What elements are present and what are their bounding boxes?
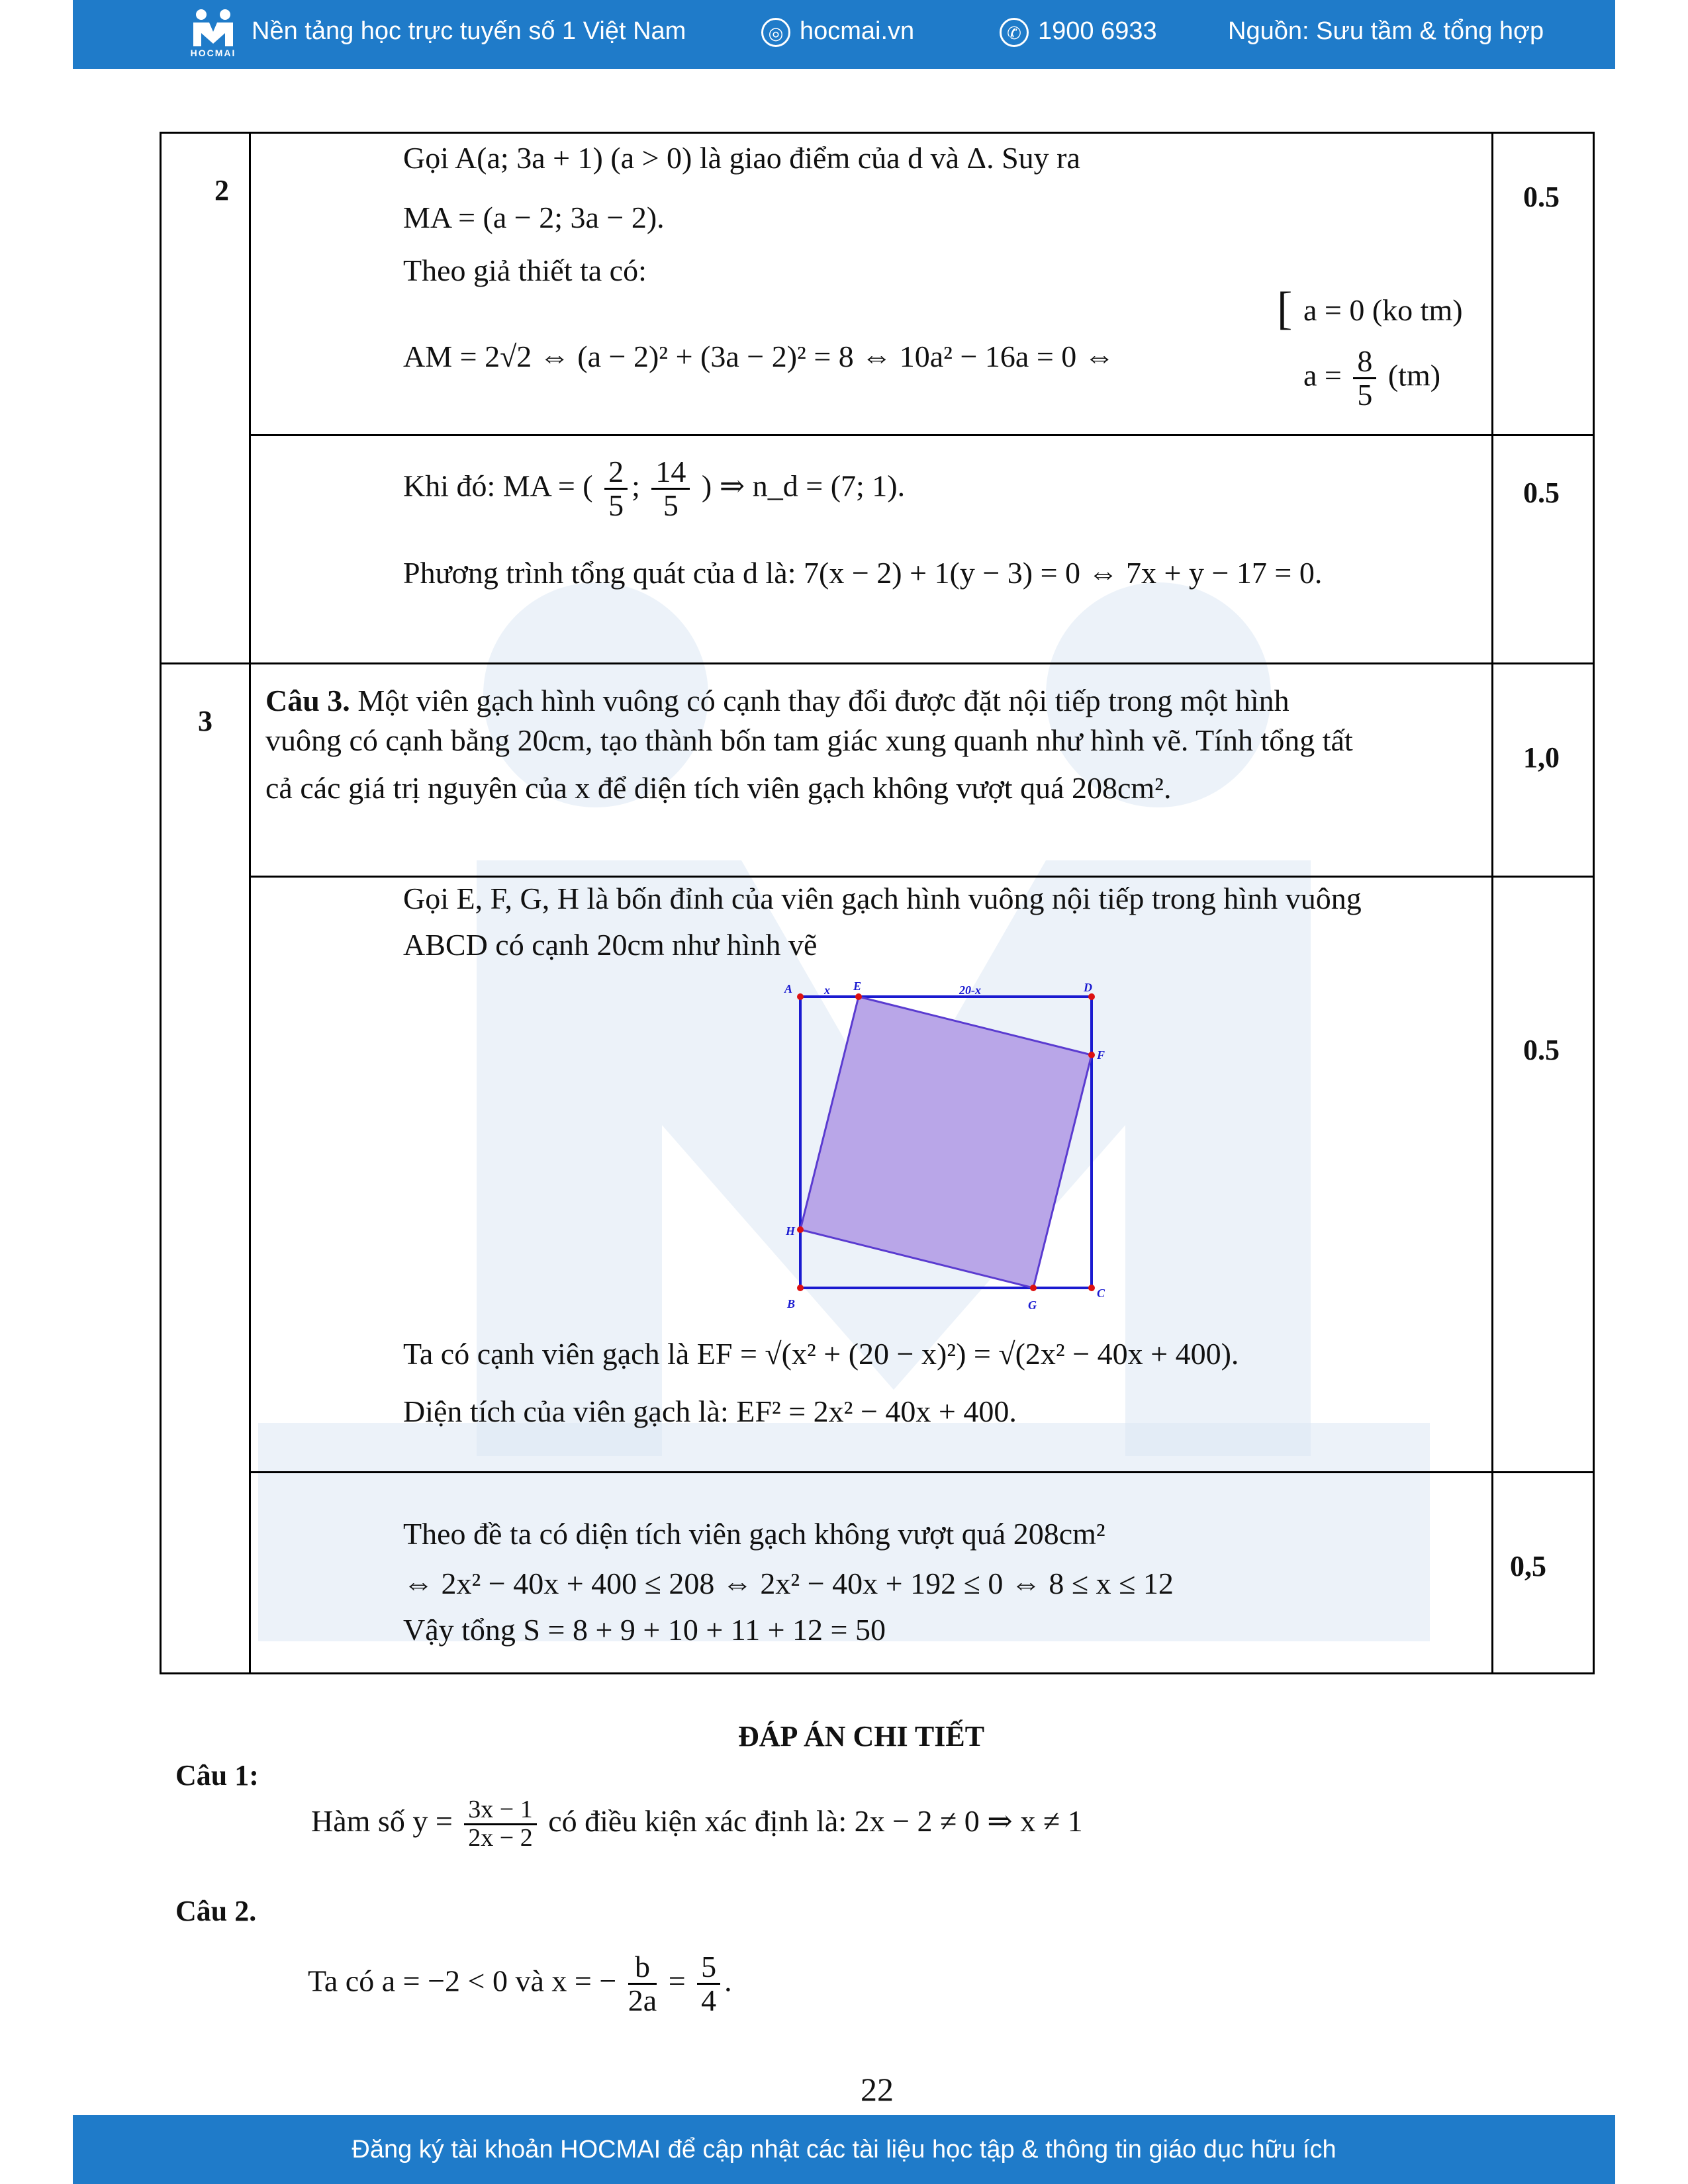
globe-icon: ◎ — [761, 18, 790, 47]
row2-case2-lhs: a = — [1303, 358, 1342, 392]
point-D — [1088, 993, 1095, 1000]
label-A: A — [784, 982, 793, 995]
row-number: 2 — [214, 174, 229, 206]
q2-answer: Ta có a = −2 < 0 và x = − $\frac{b}{2a}$ = $\frac{5}{4}$ . — [308, 1950, 732, 2018]
fraction-numerator: 8 — [1353, 345, 1376, 379]
table-row — [161, 877, 1594, 1473]
fraction — [628, 1951, 657, 2017]
hocmai-logo[interactable] — [187, 7, 240, 62]
points-cell — [1493, 133, 1594, 435]
tile-figure — [767, 977, 1111, 1314]
row3-s2-line2: ⇔ 2x² − 40x + 400 ≤ 208 ⇔ 2x² − 40x + 192 ≤ 0 ⇔ 8 ≤ x ≤ 12 — [403, 1567, 1174, 1600]
point-F — [1088, 1052, 1095, 1058]
table-row — [161, 133, 1594, 435]
q1-pre: Hàm số y = — [311, 1803, 453, 1838]
row2-khi-do-post: ) ⇒ n_d = (7; 1). — [701, 469, 906, 503]
row2-case2-note: (tm) — [1387, 358, 1441, 392]
fraction-numerator: 14 — [651, 456, 690, 490]
header-bar — [73, 0, 1615, 69]
inner-tile — [800, 997, 1092, 1288]
point-E — [855, 993, 862, 1000]
point-C — [1088, 1285, 1095, 1291]
answers-title: ĐÁP ÁN CHI TIẾT — [738, 1720, 985, 1752]
row2-general-equation: Phương trình tổng quát của d là: 7(x − 2) + 1(y − 3) = 0 ⇔ 7x + y − 17 = 0. — [403, 556, 1323, 590]
fraction-denominator: 5 — [663, 488, 679, 523]
fraction — [1353, 345, 1376, 412]
row2-equation: AM = 2√2 ⇔ (a − 2)² + (3a − 2)² = 8 ⇔ 10a² − 16a = 0 ⇔ — [403, 340, 1115, 373]
case-bracket: [ — [1277, 283, 1293, 334]
label-H: H — [786, 1224, 796, 1238]
points-cell — [1493, 877, 1594, 1473]
label-E: E — [853, 979, 862, 993]
row-number-cell — [161, 664, 250, 1674]
row2-case1: a = 0 (ko tm) — [1303, 293, 1463, 327]
table-row — [161, 664, 1594, 877]
fraction-denominator: 5 — [1357, 378, 1373, 412]
header-tagline: Nền tảng học trực tuyến số 1 Việt Nam — [252, 17, 686, 45]
points-cell — [1493, 435, 1594, 664]
fraction — [651, 456, 690, 522]
row3-s1-line2: ABCD có cạnh 20cm như hình vẽ — [403, 928, 818, 962]
fraction-numerator: 3x − 1 — [464, 1797, 536, 1825]
row2-part1-points: 0.5 — [1523, 181, 1560, 213]
row3-s2-points: 0,5 — [1510, 1550, 1546, 1582]
question-line2: vuông có cạnh bằng 20cm, tạo thành bốn tam giác xung quanh như hình vẽ. Tính tổng tất — [265, 723, 1353, 757]
label-G: G — [1028, 1298, 1037, 1312]
label-C: C — [1097, 1287, 1105, 1300]
solution-cell — [250, 877, 1493, 1473]
fraction-denominator: 4 — [701, 1983, 717, 2018]
point-G — [1030, 1285, 1037, 1291]
label-F: F — [1097, 1048, 1105, 1062]
solution-cell — [250, 133, 1493, 435]
q2-label: Câu 2. — [175, 1895, 257, 1927]
label-B: B — [787, 1297, 796, 1310]
question-label: Câu 3. — [265, 684, 350, 717]
fraction-denominator: 2a — [628, 1983, 657, 2018]
point-B — [797, 1285, 804, 1291]
solution-cell — [250, 1473, 1493, 1674]
row-number: 3 — [198, 705, 212, 737]
row2-line3: Theo giả thiết ta có: — [403, 253, 647, 287]
row2-line1: Gọi A(a; 3a + 1) (a > 0) là giao điểm của d và Δ. Suy ra — [403, 141, 1080, 175]
logo-text: HOCMAI — [190, 48, 236, 58]
header-source: Nguồn: Sưu tầm & tổng hợp — [1228, 17, 1544, 45]
q1-post: có điều kiện xác định là: 2x − 2 ≠ 0 ⇒ x ≠ 1 — [548, 1803, 1083, 1838]
row2-line2: MA = (a − 2; 3a − 2). — [403, 201, 665, 234]
header-phone-text: 1900 6933 — [1038, 17, 1157, 45]
points-cell — [1493, 1473, 1594, 1674]
question-cell — [250, 664, 1493, 877]
q1-answer — [311, 1797, 1083, 1852]
table-row — [161, 435, 1594, 664]
footer-bar[interactable] — [73, 2115, 1615, 2184]
label-20-minus-x: 20-x — [959, 983, 981, 997]
row3-s2-line1: Theo đề ta có diện tích viên gạch không vượt quá 208cm² — [403, 1517, 1105, 1551]
point-A — [797, 993, 804, 1000]
solution-cell — [250, 435, 1493, 664]
fraction-numerator: 2 — [604, 456, 628, 490]
footer-text: Đăng ký tài khoản HOCMAI để cập nhật các tài liệu học tập & thông tin giáo dục hữu ích — [352, 2136, 1336, 2163]
point-H — [797, 1226, 804, 1233]
header-website-link[interactable] — [761, 17, 914, 47]
row3-s1-points: 0.5 — [1523, 1034, 1560, 1066]
header-phone-link[interactable] — [1000, 17, 1157, 47]
q1-label: Câu 1: — [175, 1759, 259, 1792]
fraction-numerator: 5 — [697, 1951, 720, 1985]
fraction-denominator: 2x − 2 — [468, 1823, 533, 1852]
page-number: 22 — [861, 2071, 894, 2108]
row3-s1-line4: Diện tích của viên gạch là: EF² = 2x² − 40x + 400. — [403, 1394, 1017, 1428]
question-text-1: Một viên gạch hình vuông có cạnh thay đổi được đặt nội tiếp trong một hình — [357, 684, 1289, 717]
row2-part2-points: 0.5 — [1523, 477, 1560, 509]
row2-khi-do: Khi đó: MA = ( $\frac{2}{5}$ ; $\frac{14}{5}$ ) ⇒ n_d = (7; 1). — [403, 455, 906, 523]
fraction — [604, 456, 628, 522]
row-number-cell — [161, 133, 250, 664]
row3-s1-line1: Gọi E, F, G, H là bốn đỉnh của viên gạch hình vuông nội tiếp trong hình vuông — [403, 882, 1362, 915]
q2-pre: Ta có a = −2 < 0 và x = − — [308, 1964, 617, 1998]
fraction — [464, 1797, 536, 1852]
logo-figure-icon — [187, 7, 240, 48]
q2-mid: = — [668, 1964, 686, 1998]
table-row — [161, 1473, 1594, 1674]
fraction-numerator: b — [628, 1951, 657, 1985]
phone-icon: ✆ — [1000, 18, 1029, 47]
question-line3: cả các giá trị nguyên của x để diện tích viên gạch không vượt quá 208cm². — [265, 771, 1172, 805]
fraction — [697, 1951, 720, 2017]
row2-khi-do-pre: Khi đó: MA = ( — [403, 469, 593, 503]
label-D: D — [1084, 981, 1092, 994]
question-points: 1,0 — [1523, 741, 1560, 774]
fraction-denominator: 5 — [608, 488, 624, 523]
row3-s1-line3: Ta có cạnh viên gạch là EF = √(x² + (20 − x)²) = √(2x² − 40x + 400). — [403, 1337, 1239, 1371]
header-website-text: hocmai.vn — [800, 17, 915, 45]
points-cell — [1493, 664, 1594, 877]
question-line1 — [265, 683, 1289, 718]
label-x: x — [824, 983, 830, 997]
row3-s2-line3: Vậy tổng S = 8 + 9 + 10 + 11 + 12 = 50 — [403, 1613, 886, 1647]
answer-table — [160, 132, 1595, 1674]
row2-case2 — [1303, 345, 1440, 412]
